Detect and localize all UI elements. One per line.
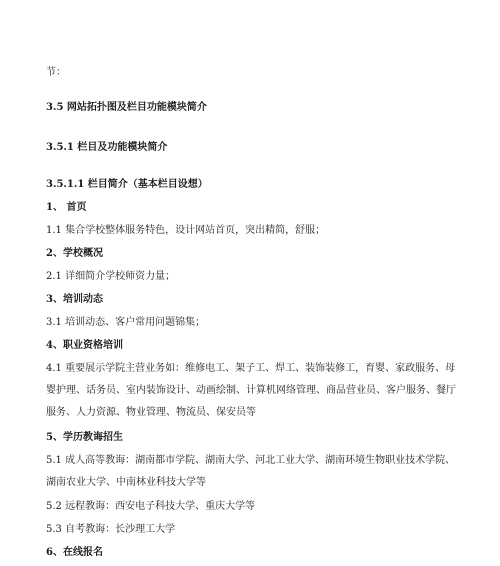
item-1-heading: 1、 首页 bbox=[46, 202, 87, 213]
item-1-1-text: 1.1 集合学校整体服务特色，设计网站首页，突出精简，舒服； bbox=[46, 225, 326, 236]
lead-text: 节： bbox=[46, 67, 66, 78]
item-2-1-text: 2.1 详细简介学校师资力量； bbox=[46, 271, 176, 282]
item-4-1-text: 4.1 重要展示学院主营业务如：维修电工、架子工、焊工、装饰装修工，育婴、家政服务、母婴护理、话务员、室内装饰设计、动画绘制、计算机网络管理、商品营业员、客户服务、餐厅服务、人力资源、物业管理、物流员、保安员等 bbox=[46, 363, 456, 418]
item-6-heading: 6、在线报名 bbox=[46, 547, 103, 558]
item-3-1-text: 3.1 培训动态、客户常用问题锦集； bbox=[46, 317, 206, 328]
item-5-3-text: 5.3 自考教诲：长沙理工大学 bbox=[46, 524, 176, 535]
section-3-5-1-1-heading: 3.5.1.1 栏目简介（基本栏目设想） bbox=[46, 179, 208, 190]
item-5-2-text: 5.2 远程教诲：西安电子科技大学、重庆大学等 bbox=[46, 501, 256, 512]
item-2-heading: 2、学校概况 bbox=[46, 248, 103, 259]
item-5-1-text: 5.1 成人高等教诲：湖南都市学院、湖南大学、河北工业大学、湖南环境生物职业技术学院、湖南农业大学、中南林业科技大学等 bbox=[46, 455, 456, 488]
item-3-heading: 3、培训动态 bbox=[46, 294, 103, 305]
item-4-heading: 4、职业资格培训 bbox=[46, 340, 123, 351]
section-3-5-1-heading: 3.5.1 栏目及功能模块简介 bbox=[46, 142, 168, 153]
section-3-5-heading: 3.5 网站拓扑图及栏目功能模块简介 bbox=[46, 102, 207, 113]
item-5-heading: 5、学历教诲招生 bbox=[46, 432, 123, 443]
